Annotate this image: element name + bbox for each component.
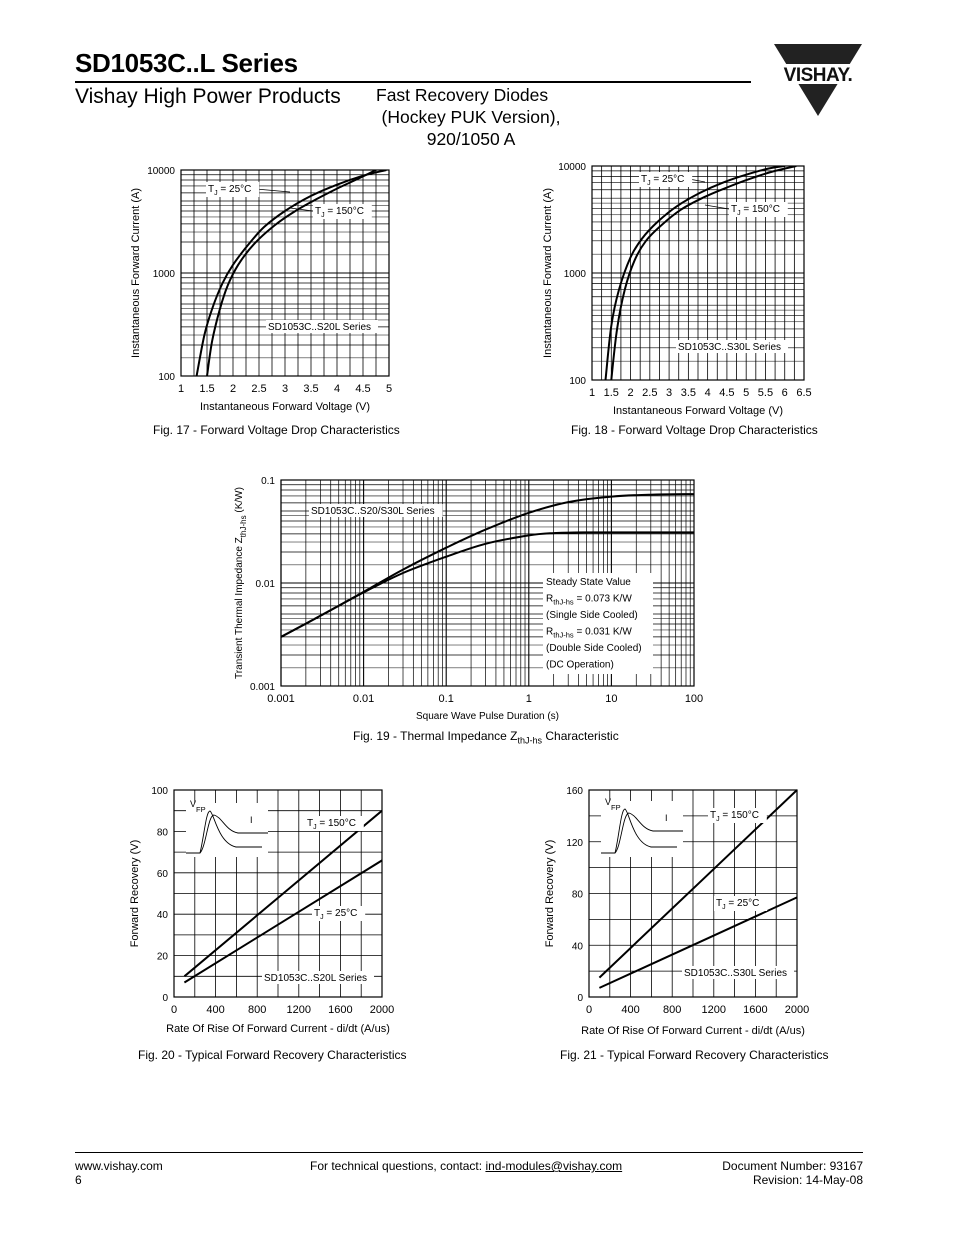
y-tick-label: 1000 bbox=[152, 269, 175, 280]
x-tick-label: 10 bbox=[605, 693, 618, 705]
product-line: 920/1050 A bbox=[426, 129, 516, 149]
inset-vfp-label: $V_{FP}$ bbox=[190, 799, 206, 814]
y-tick-label: 40 bbox=[571, 941, 583, 953]
x-tick-label: 1.5 bbox=[199, 383, 215, 395]
x-tick-label: 2 bbox=[627, 387, 634, 399]
product-line: (Hockey PUK Version), bbox=[381, 107, 561, 127]
x-tick-label: 3.5 bbox=[303, 383, 319, 395]
y-axis-label: Instantaneous Forward Current (A) bbox=[130, 188, 142, 358]
x-tick-label: 0.1 bbox=[438, 693, 454, 705]
legend-tj-25: $T_J = 25^\circ C$ bbox=[314, 908, 358, 921]
y-tick-label: 100 bbox=[158, 372, 175, 383]
y-tick-label: 0.001 bbox=[249, 682, 275, 693]
legend-tj-150: $T_J = 150^\circ C$ bbox=[710, 810, 759, 823]
x-tick-label: 3 bbox=[666, 387, 673, 399]
y-axis-label: Transient Thermal Impedance $Z_{thJ-hs}$ (K/W) bbox=[234, 487, 248, 679]
legend-tj-150: $T_J = 150^\circ C$ bbox=[307, 818, 356, 831]
inset-i-label: I bbox=[665, 813, 668, 823]
footer-website[interactable]: www.vishay.com bbox=[75, 1159, 163, 1173]
x-tick-label: 400 bbox=[206, 1004, 225, 1016]
y-axis-label: Forward Recovery (V) bbox=[544, 839, 556, 948]
y-tick-label: 0.1 bbox=[261, 476, 275, 487]
x-axis-label: Instantaneous Forward Voltage (V) bbox=[613, 405, 783, 417]
x-tick-label: 5.5 bbox=[757, 387, 774, 399]
y-tick-label: 80 bbox=[156, 827, 168, 839]
x-tick-label: 1200 bbox=[701, 1004, 727, 1016]
y-tick-label: 120 bbox=[566, 837, 583, 849]
x-tick-label: 1 bbox=[588, 387, 596, 399]
y-tick-label: 20 bbox=[156, 951, 168, 963]
caption-fig19-sub: thJ-hs bbox=[517, 735, 543, 746]
x-axis-label: Square Wave Pulse Duration (s) bbox=[415, 711, 560, 722]
legend-tj-150: $T_J = 150^\circ C$ bbox=[731, 204, 780, 217]
y-tick-label: 160 bbox=[566, 786, 583, 797]
x-tick-label: 1.5 bbox=[603, 387, 619, 399]
caption-fig17: Fig. 17 - Forward Voltage Drop Characteristics bbox=[153, 423, 400, 437]
legend-tj-150: $T_J = 150^\circ C$ bbox=[315, 206, 364, 219]
x-tick-label: 6.5 bbox=[796, 387, 812, 399]
note-text: (Double Side Cooled) bbox=[546, 643, 642, 654]
x-tick-label: 1 bbox=[525, 693, 532, 705]
caption-fig21: Fig. 21 - Typical Forward Recovery Characteristics bbox=[560, 1048, 829, 1062]
x-tick-label: 3 bbox=[281, 383, 289, 395]
logo-text: VISHAY. bbox=[783, 65, 853, 86]
footer-document-number: Document Number: 93167 bbox=[722, 1159, 863, 1173]
y-tick-label: 80 bbox=[571, 889, 583, 901]
y-tick-label: 60 bbox=[156, 868, 168, 880]
x-tick-label: 2 bbox=[229, 383, 237, 395]
caption-fig20: Fig. 20 - Typical Forward Recovery Characteristics bbox=[138, 1048, 407, 1062]
y-tick-label: 100 bbox=[569, 376, 586, 387]
x-tick-label: 0.001 bbox=[267, 693, 295, 705]
x-tick-label: 5 bbox=[743, 387, 750, 399]
note-text: $R_{thJ-hs} = 0.073$ K/W bbox=[546, 593, 632, 607]
x-tick-label: 2000 bbox=[369, 1004, 395, 1016]
y-tick-label: 10000 bbox=[558, 162, 586, 173]
x-tick-label: 4 bbox=[333, 383, 341, 395]
y-tick-label: 0 bbox=[577, 993, 583, 1004]
legend-tj-25: $T_J = 25^\circ C$ bbox=[716, 898, 760, 911]
product-line: Fast Recovery Diodes bbox=[376, 85, 549, 105]
y-axis-label: Instantaneous Forward Current (A) bbox=[542, 188, 554, 358]
recovery-waveform-inset bbox=[601, 797, 683, 857]
y-tick-label: 1000 bbox=[563, 269, 586, 280]
x-tick-label: 800 bbox=[248, 1004, 267, 1016]
caption-fig19-suffix: Characteristic bbox=[542, 729, 619, 743]
x-axis-label: Rate Of Rise Of Forward Current - di/dt (A/us) bbox=[581, 1025, 805, 1037]
y-tick-label: 10000 bbox=[147, 166, 175, 177]
x-tick-label: 2000 bbox=[784, 1004, 810, 1016]
x-tick-label: 1 bbox=[177, 383, 185, 395]
inset-vfp-label: $V_{FP}$ bbox=[605, 797, 621, 812]
x-tick-label: 0 bbox=[585, 1004, 593, 1016]
x-tick-label: 2.5 bbox=[642, 387, 658, 399]
footer-revision: Revision: 14-May-08 bbox=[752, 1173, 863, 1187]
caption-fig18: Fig. 18 - Forward Voltage Drop Characteristics bbox=[571, 423, 818, 437]
x-tick-label: 2.5 bbox=[251, 383, 267, 395]
x-tick-label: 0.01 bbox=[352, 693, 375, 705]
x-tick-label: 0 bbox=[170, 1004, 178, 1016]
series-label: SD1053C..S30L Series bbox=[684, 968, 788, 979]
series-label: SD1053C..S30L Series bbox=[678, 342, 782, 353]
x-tick-label: 800 bbox=[663, 1004, 682, 1016]
x-tick-label: 100 bbox=[684, 693, 704, 705]
note-text: (DC Operation) bbox=[546, 659, 614, 671]
series-label: SD1053C..S20/S30L Series bbox=[311, 506, 435, 517]
y-axis-label: Forward Recovery (V) bbox=[129, 839, 141, 948]
x-tick-label: 400 bbox=[621, 1004, 640, 1016]
x-tick-label: 1200 bbox=[286, 1004, 312, 1016]
note-text: $R_{thJ-hs} = 0.031$ K/W bbox=[546, 626, 632, 640]
caption-fig19-prefix: Fig. 19 - Thermal Impedance Z bbox=[353, 729, 518, 743]
footer-rule bbox=[75, 1152, 863, 1153]
x-tick-label: 4.5 bbox=[719, 387, 735, 399]
footer-contact-prefix: For technical questions, contact: bbox=[310, 1159, 486, 1173]
note-text: (Single Side Cooled) bbox=[546, 610, 638, 621]
x-tick-label: 1600 bbox=[743, 1004, 768, 1016]
footer-contact bbox=[310, 1159, 622, 1173]
x-tick-label: 4 bbox=[704, 387, 711, 399]
x-axis-label: Instantaneous Forward Voltage (V) bbox=[200, 401, 370, 413]
series-label: SD1053C..S20L Series bbox=[264, 973, 368, 984]
page-subtitle: Vishay High Power Products bbox=[75, 85, 341, 108]
page-title: SD1053C..L Series bbox=[75, 48, 298, 78]
x-axis-label: Rate Of Rise Of Forward Current - di/dt (A/us) bbox=[166, 1023, 390, 1035]
legend-tj-25: $T_J = 25^\circ C$ bbox=[641, 174, 685, 187]
x-tick-label: 5 bbox=[385, 383, 393, 395]
inset-i-label: I bbox=[250, 815, 253, 825]
y-tick-label: 0 bbox=[162, 993, 168, 1004]
note-text: Steady State Value bbox=[546, 577, 631, 588]
y-tick-label: 40 bbox=[156, 910, 168, 922]
y-tick-label: 100 bbox=[151, 786, 168, 797]
y-tick-label: 0.01 bbox=[255, 579, 275, 590]
series-label: SD1053C..S20L Series bbox=[268, 322, 372, 333]
x-tick-label: 1600 bbox=[328, 1004, 353, 1016]
footer-page-number: 6 bbox=[75, 1173, 82, 1187]
x-tick-label: 4.5 bbox=[355, 383, 371, 395]
x-tick-label: 6 bbox=[781, 387, 788, 399]
x-tick-label: 3.5 bbox=[680, 387, 697, 399]
legend-tj-25: $T_J = 25^\circ C$ bbox=[208, 184, 252, 197]
contact-email-link[interactable]: ind-modules@vishay.com bbox=[485, 1159, 623, 1173]
